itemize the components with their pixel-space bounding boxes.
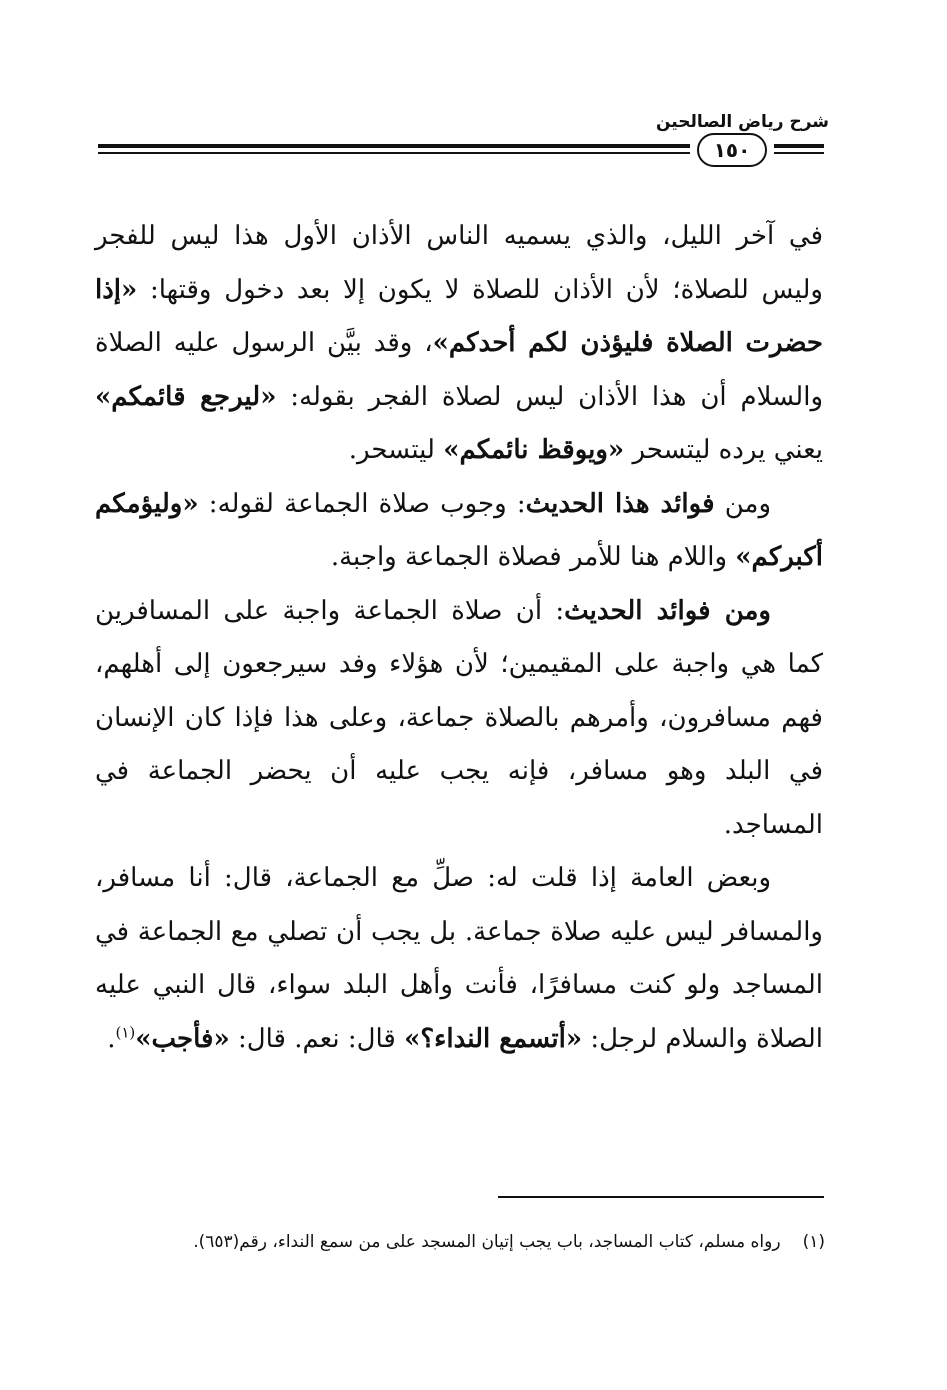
hadith-quote: «أتسمع النداء؟» xyxy=(404,1023,583,1054)
footnote-1 xyxy=(193,1232,825,1252)
page-number: ١٥٠ xyxy=(697,133,767,167)
running-title: شرح رياض الصالحين xyxy=(655,112,829,132)
paragraph-1: في آخر الليل، والذي يسميه الناس الأذان الأول هذا ليس للفجر وليس للصلاة؛ لأن الأذان للصلاة لا يكون إلا بعد دخول وقتها: «إذا حضرت الصلاة فليؤذن لكم أحدكم»، وقد بيَّن الرسول عليه الصلاة والسلام أن هذا الأذان ليس لصلاة الفجر بقوله: «ليرجع قائمكم» يعني يرده ليتسحر «ويوقظ نائمكم» ليتسحر. xyxy=(95,221,824,465)
hadith-quote: «إذا حضرت الصلاة فليؤذن لكم أحدكم» xyxy=(95,274,823,358)
hadith-quote: «ليرجع قائمكم» xyxy=(95,381,277,412)
footnote-marker[interactable]: (١) xyxy=(115,1022,136,1041)
footnote-separator xyxy=(498,1196,824,1198)
section-lead: فوائد هذا الحديث xyxy=(525,488,715,519)
hadith-quote: «فأجب» xyxy=(135,1023,230,1054)
paragraph-4: وبعض العامة إذا قلت له: صلِّ مع الجماعة، قال: أنا مسافر، والمسافر ليس عليه صلاة جماعة. بل يجب أن تصلي مع الجماعة في المساجد ولو كنت مسافرًا، فأنت وأهل البلد سواء، قال النبي عليه الصلاة والسلام لرجل: «أتسمع النداء؟» قال: نعم. قال: «فأجب»$^{(١)}$. xyxy=(95,863,823,1054)
header-rule-left xyxy=(98,144,690,158)
body-text xyxy=(95,210,823,1066)
header-rule-right xyxy=(774,144,824,158)
section-lead: ومن فوائد الحديث xyxy=(564,595,771,626)
paragraph-3: ومن فوائد الحديث: أن صلاة الجماعة واجبة على المسافرين كما هي واجبة على المقيمين؛ لأن هؤلاء وفد سيرجعون إلى أهلهم، فهم مسافرون، وأمرهم بالصلاة جماعة، وعلى هذا فإذا كان الإنسان في البلد وهو مسافر، فإنه يجب عليه أن يحضر الجماعة في المساجد. xyxy=(95,595,823,840)
footnote-number: (١) xyxy=(802,1232,825,1252)
footnote-text: رواه مسلم، كتاب المساجد، باب يجب إتيان المسجد على من سمع النداء، رقم(٦٥٣). xyxy=(193,1232,781,1252)
hadith-quote: «وليؤمكم أكبركم» xyxy=(95,488,823,572)
hadith-quote: «ويوقظ نائمكم» xyxy=(443,435,625,465)
paragraph-2: ومن فوائد هذا الحديث: وجوب صلاة الجماعة لقوله: «وليؤمكم أكبركم» واللام هنا للأمر فصلاة الجماعة واجبة. xyxy=(95,488,823,572)
